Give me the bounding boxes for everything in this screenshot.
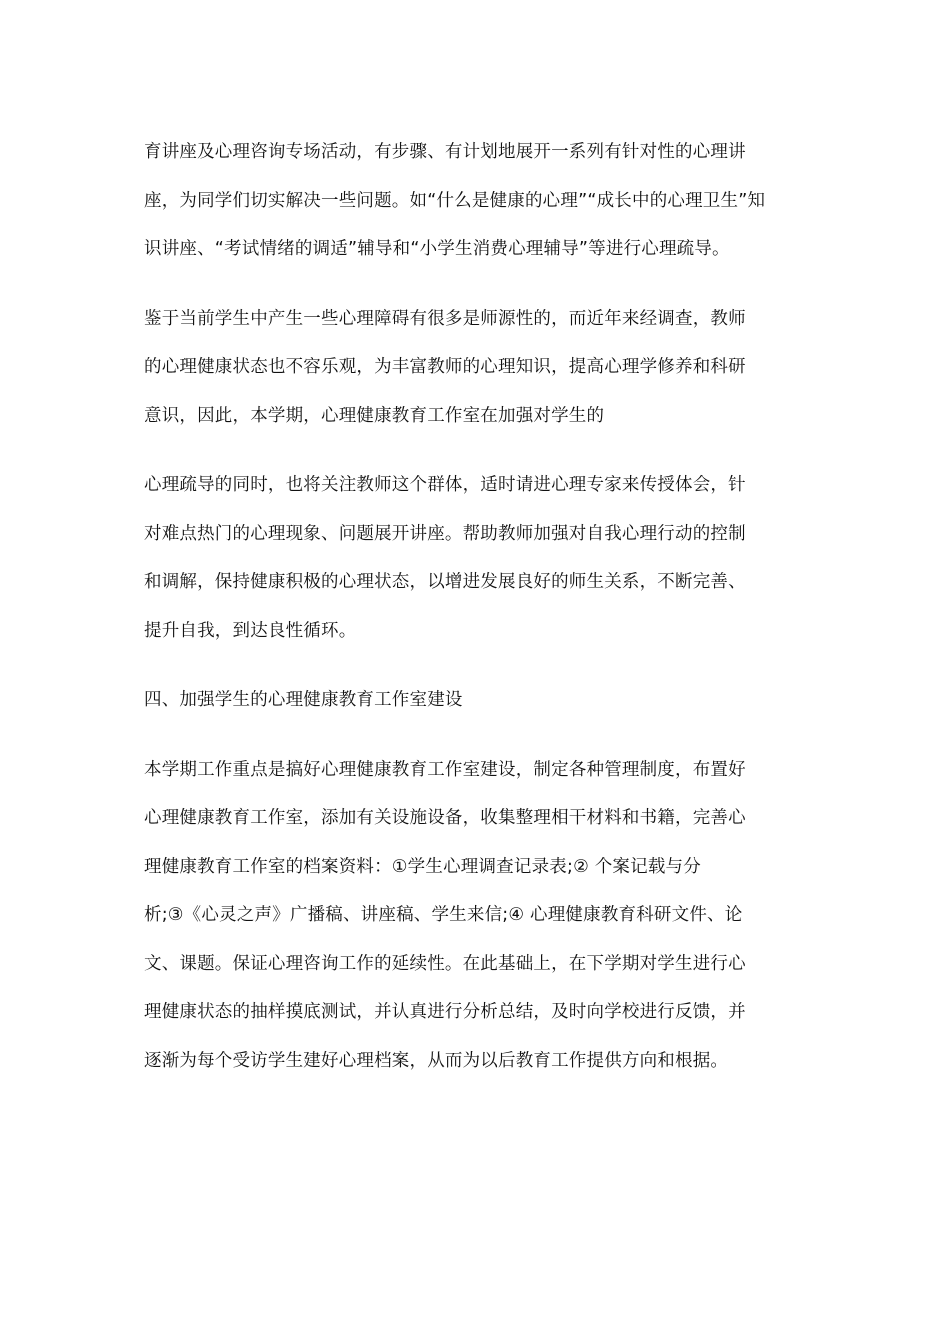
text-line: 鉴于当前学生中产生一些心理障碍有很多是师源性的，而近年来经调查，教师 xyxy=(144,308,746,329)
text-line: 本学期工作重点是搞好心理健康教育工作室建设，制定各种管理制度，布置好 xyxy=(144,759,746,780)
text-line: 育讲座及心理咨询专场活动，有步骤、有计划地展开一系列有针对性的心理讲 xyxy=(144,142,746,162)
text-line: 析;③《心灵之声》广播稿、讲座稿、学生来信;④ 心理健康教育科研文件、论 xyxy=(144,905,743,925)
text-line: 理健康教育工作室的档案资料：①学生心理调查记录表;② 个案记载与分 xyxy=(144,856,701,877)
paragraph-lecture-activities xyxy=(144,128,806,274)
text-line: 和调解，保持健康积极的心理状态，以增进发展良好的师生关系，不断完善、 xyxy=(144,572,746,592)
document-body xyxy=(144,128,806,1085)
text-line: 提升自我，到达良性循环。 xyxy=(144,620,357,641)
heading-text: 四、加强学生的心理健康教育工作室建设 xyxy=(144,690,463,710)
paragraph-studio-construction xyxy=(144,746,806,1086)
paragraph-teacher-mental-health xyxy=(144,295,806,441)
text-line: 的心理健康状态也不容乐观，为丰富教师的心理知识，提高心理学修养和科研 xyxy=(144,357,746,377)
text-line: 对难点热门的心理现象、问题展开讲座。帮助教师加强对自我心理行动的控制 xyxy=(144,523,746,544)
section-heading xyxy=(144,676,806,725)
text-line: 识讲座、“考试情绪的调适”辅导和“小学生消费心理辅导”等进行心理疏导。 xyxy=(144,239,730,259)
text-line: 逐渐为每个受访学生建好心理档案，从而为以后教育工作提供方向和根据。 xyxy=(144,1050,729,1071)
text-line: 理健康状态的抽样摸底测试，并认真进行分析总结，及时向学校进行反馈，并 xyxy=(144,1002,746,1022)
paragraph-teacher-support xyxy=(144,461,806,655)
text-line: 文、课题。保证心理咨询工作的延续性。在此基础上，在下学期对学生进行心 xyxy=(144,953,746,974)
text-line: 意识，因此，本学期，心理健康教育工作室在加强对学生的 xyxy=(144,405,605,426)
text-line: 心理健康教育工作室，添加有关设施设备，收集整理相干材料和书籍，完善心 xyxy=(144,808,746,828)
text-line: 心理疏导的同时，也将关注教师这个群体，适时请进心理专家来传授体会，针 xyxy=(144,475,746,495)
text-line: 座，为同学们切实解决一些问题。如“什么是健康的心理”“成长中的心理卫生”知 xyxy=(144,190,766,211)
